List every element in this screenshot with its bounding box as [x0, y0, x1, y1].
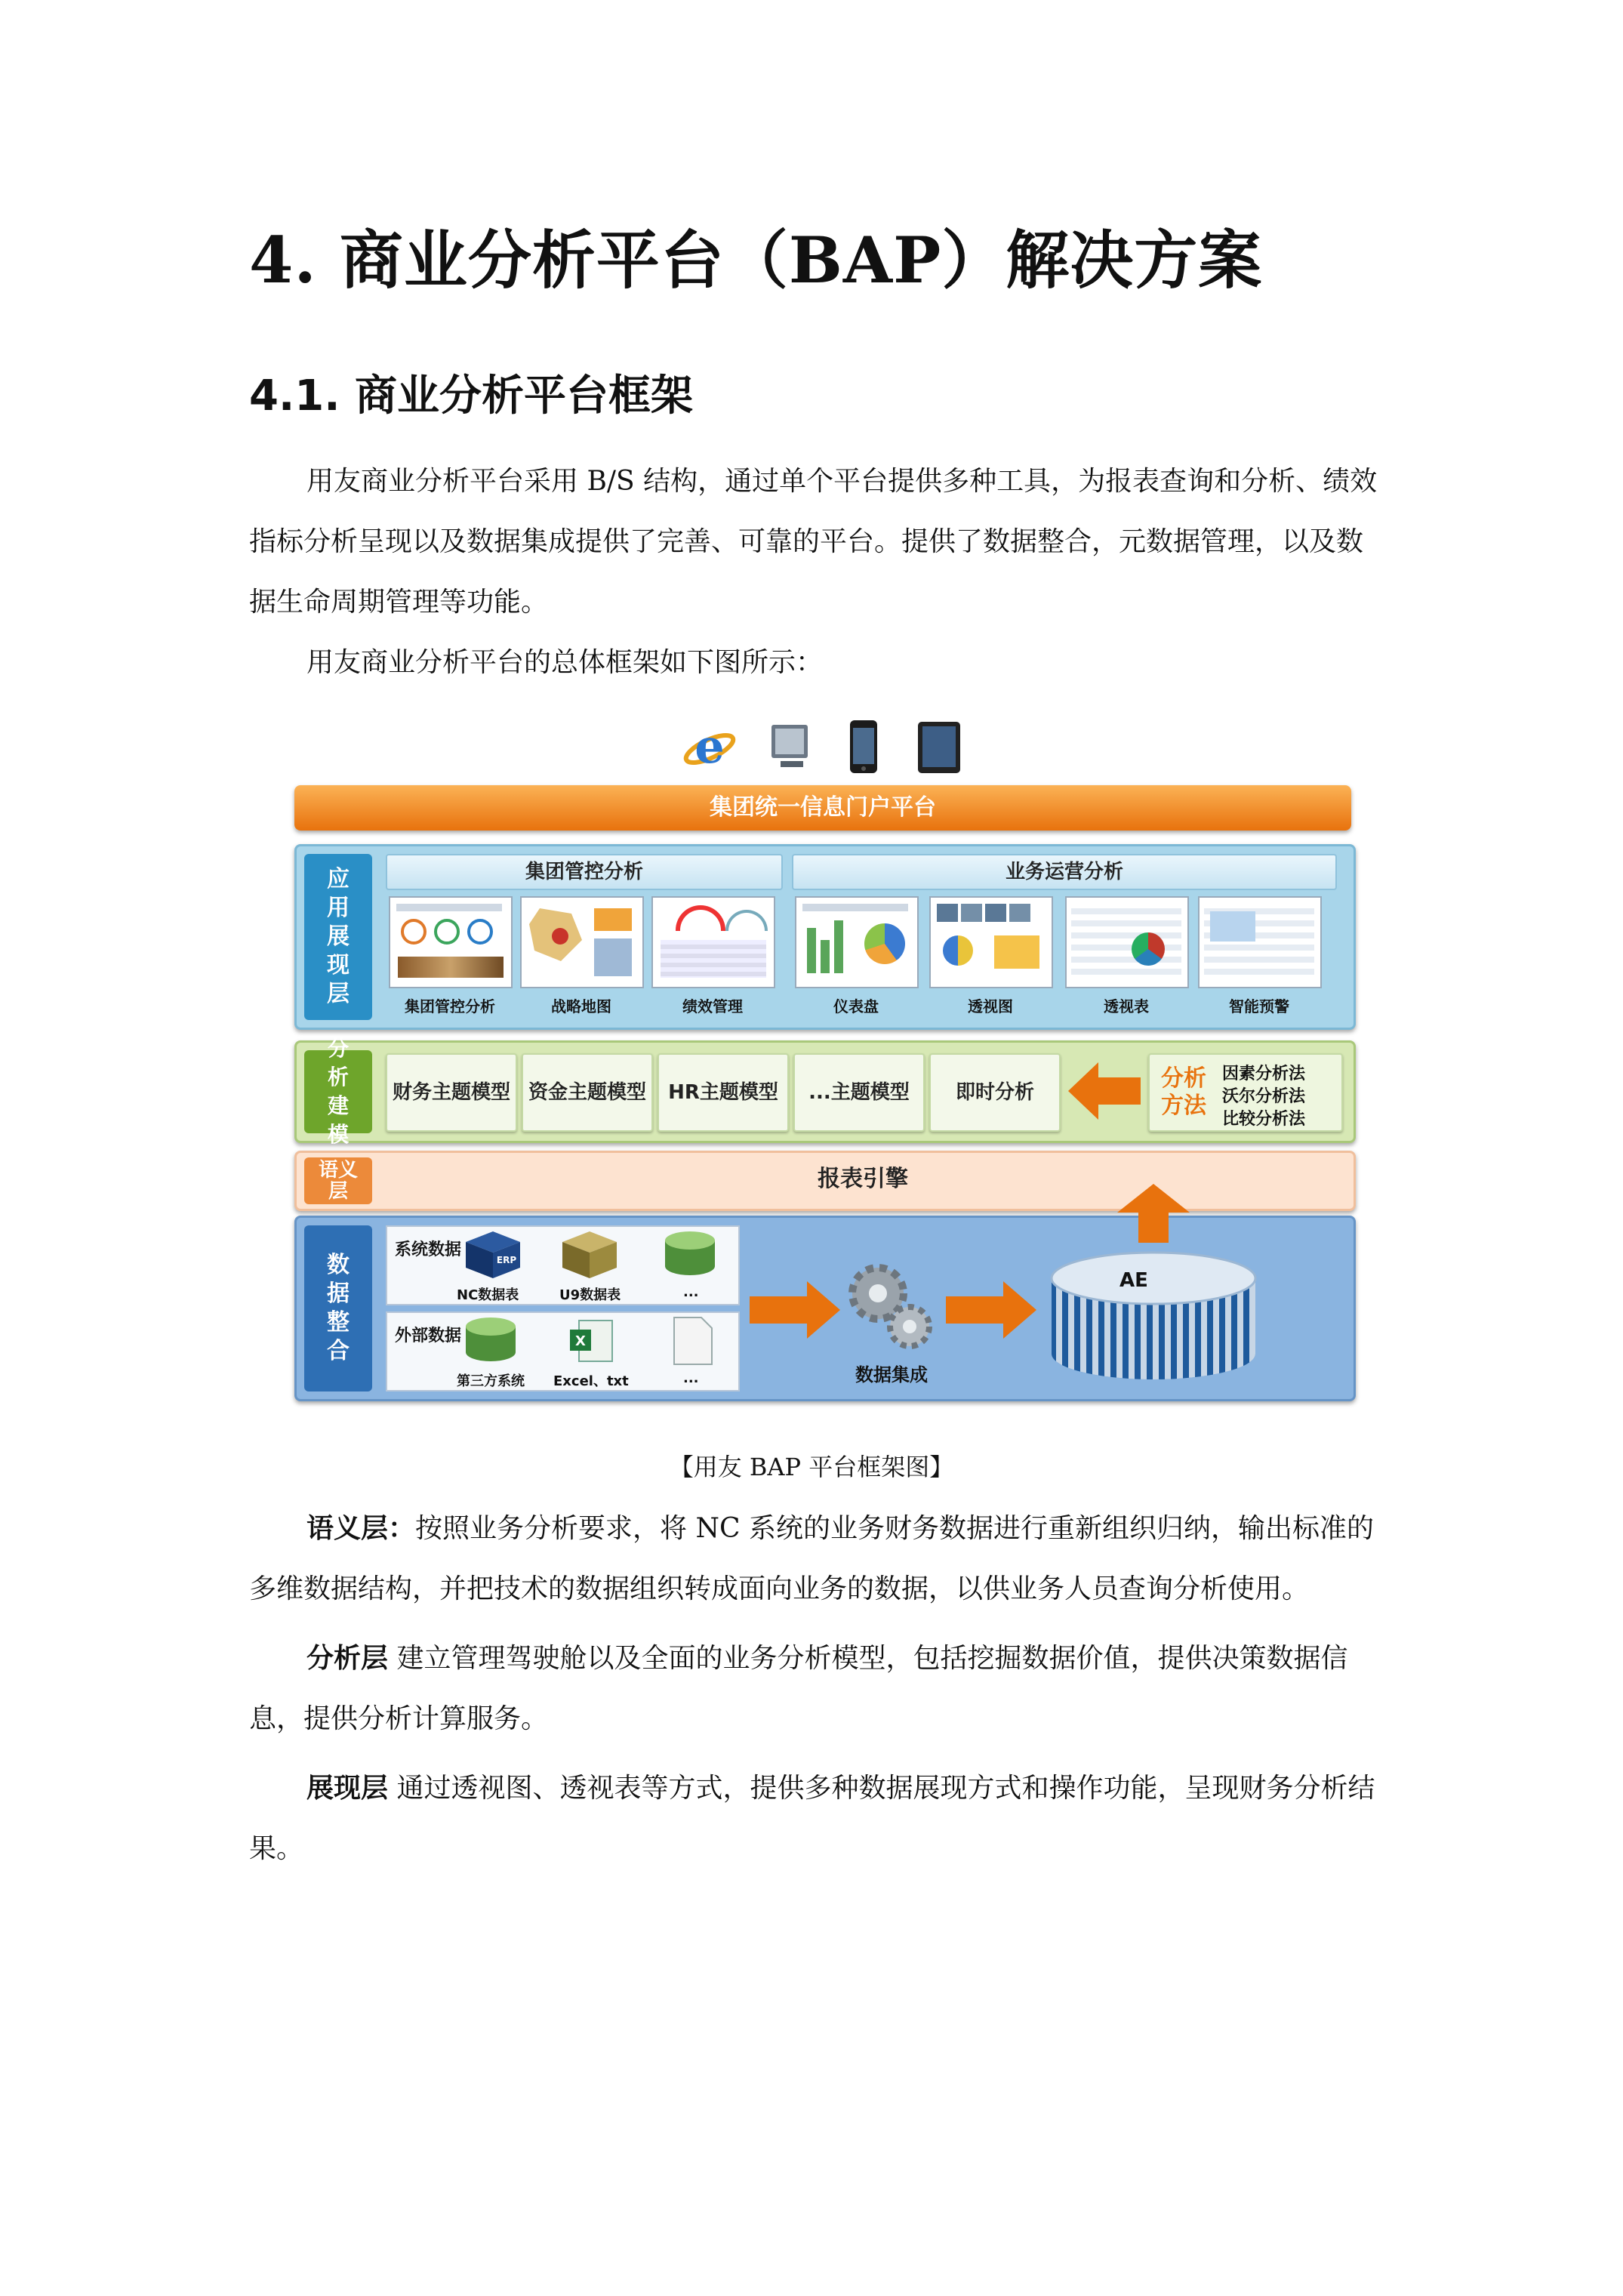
group-control-analysis-header: 集团管控分析: [386, 854, 783, 890]
page-title: 4. 商业分析平台（BAP）解决方案: [249, 223, 1263, 297]
system-item-label: ...: [683, 1284, 699, 1300]
portal-band: 集团统一信息门户平台: [294, 785, 1351, 831]
model-box-instant-analysis: 即时分析: [929, 1053, 1061, 1132]
svg-text:X: X: [575, 1333, 586, 1349]
business-operation-analysis-header: 业务运营分析: [792, 854, 1337, 890]
analysis-model-label: 分析建模: [304, 1050, 372, 1133]
external-item-label: Excel、txt: [553, 1373, 629, 1389]
up-arrow-icon: [1117, 1184, 1190, 1243]
ae-database-icon: [1044, 1248, 1263, 1384]
semantic-layer: [294, 1151, 1356, 1211]
semantic-layer-paragraph: [249, 1498, 1389, 1620]
right-arrow-icon: [946, 1281, 1036, 1339]
screenshot-dashboard: [795, 896, 919, 988]
data-integration-caption: 数据集成: [855, 1364, 928, 1385]
bap-framework-diagram: [287, 717, 1359, 1404]
method-item: 比较分析法: [1222, 1110, 1306, 1129]
ae-label: AE: [1119, 1269, 1148, 1292]
tablet-icon: [913, 717, 966, 778]
report-engine: 报表引擎: [818, 1166, 908, 1192]
paragraph-text: 通过透视图、透视表等方式，提供多种数据展现方式和操作功能，呈现财务分析结果。: [249, 1773, 1375, 1864]
analysis-method-box: [1148, 1053, 1343, 1132]
intro-paragraph-1: 用友商业分析平台采用 B/S 结构，通过单个平台提供多种工具，为报表查询和分析、绩效指标分析呈现以及数据集成提供了完善、可靠的平台。提供了数据整合，元数据管理，以及数据生命周期管理等功能。: [249, 466, 1378, 618]
data-integration-label: 数据整合: [304, 1225, 372, 1391]
app-item-label: 仪表盘: [833, 997, 879, 1015]
desktop-monitor-icon: [764, 717, 817, 778]
model-box: 财务主题模型: [386, 1053, 517, 1132]
smartphone-icon: [845, 717, 883, 778]
screenshot-smart-alert: [1198, 896, 1322, 988]
app-item-label: 透视图: [968, 997, 1013, 1015]
paragraph-text: 建立管理驾驶舱以及全面的业务分析模型，包括挖掘数据价值，提供决策数据信息，提供分析计算服务。: [249, 1643, 1348, 1734]
application-layer: [294, 844, 1356, 1030]
model-box: ...主题模型: [793, 1053, 925, 1132]
database-cylinder-icon: [463, 1316, 519, 1366]
erp-cube-icon: [463, 1230, 523, 1280]
app-item-label: 智能预警: [1229, 997, 1289, 1015]
section-heading: 4.1. 商业分析平台框架: [249, 371, 693, 421]
model-box: HR主题模型: [658, 1053, 789, 1132]
method-item: 因素分析法: [1222, 1065, 1306, 1083]
application-layer-label: 应用展现层: [304, 854, 372, 1020]
app-item-label: 绩效管理: [682, 997, 743, 1015]
term-label: 分析层: [306, 1642, 389, 1674]
system-item-label: U9数据表: [559, 1287, 621, 1303]
external-data-title: 外部数据: [395, 1327, 462, 1345]
svg-text:e: e: [694, 719, 725, 774]
analysis-layer-paragraph: [249, 1628, 1389, 1749]
excel-file-icon: [567, 1318, 617, 1364]
app-item-label: 透视表: [1104, 997, 1149, 1015]
term-label: 展现层: [306, 1772, 389, 1804]
analysis-model-layer: [294, 1036, 1356, 1147]
u9-cube-icon: [559, 1230, 620, 1280]
screenshot-pivot-chart: [929, 896, 1053, 988]
external-item-label: 第三方系统: [457, 1373, 525, 1389]
app-item-label: 战略地图: [551, 997, 611, 1015]
system-data-title: 系统数据: [395, 1240, 462, 1259]
screenshot-performance: [651, 896, 775, 988]
ie-browser-icon: [679, 717, 740, 778]
analysis-method-title: 分析方法: [1161, 1065, 1206, 1119]
paragraph-text: 按照业务分析要求，将 NC 系统的业务财务数据进行重新组织归纳，输出标准的多维数据结构，并把技术的数据组织转成面向业务的数据，以供业务人员查询分析使用。: [249, 1513, 1374, 1604]
database-cylinder-icon: [662, 1230, 718, 1280]
screenshot-strategy-map: [520, 896, 644, 988]
blank-document-icon: [670, 1316, 715, 1366]
semantic-layer-label: 语义层: [304, 1157, 372, 1204]
external-item-label: ...: [683, 1370, 699, 1386]
system-data-panel: [386, 1225, 740, 1305]
screenshot-group-control: [389, 896, 513, 988]
figure-caption: 【用友 BAP 平台框架图】: [669, 1453, 954, 1481]
presentation-layer-paragraph: [249, 1758, 1389, 1879]
gears-icon: [845, 1256, 935, 1354]
term-label: 语义层：: [306, 1512, 416, 1544]
data-integration-layer: [294, 1216, 1356, 1401]
system-item-label: NC数据表: [457, 1287, 519, 1303]
erp-label: ERP: [496, 1255, 517, 1265]
right-arrow-icon: [750, 1281, 840, 1339]
method-item: 沃尔分析法: [1222, 1087, 1306, 1106]
intro-paragraph-2: 用友商业分析平台的总体框架如下图所示：: [306, 647, 824, 678]
app-item-label: 集团管控分析: [405, 997, 495, 1015]
left-arrow-icon: [1068, 1062, 1141, 1120]
screenshot-pivot-table: [1065, 896, 1189, 988]
external-data-panel: [386, 1311, 740, 1391]
model-box: 资金主题模型: [522, 1053, 653, 1132]
